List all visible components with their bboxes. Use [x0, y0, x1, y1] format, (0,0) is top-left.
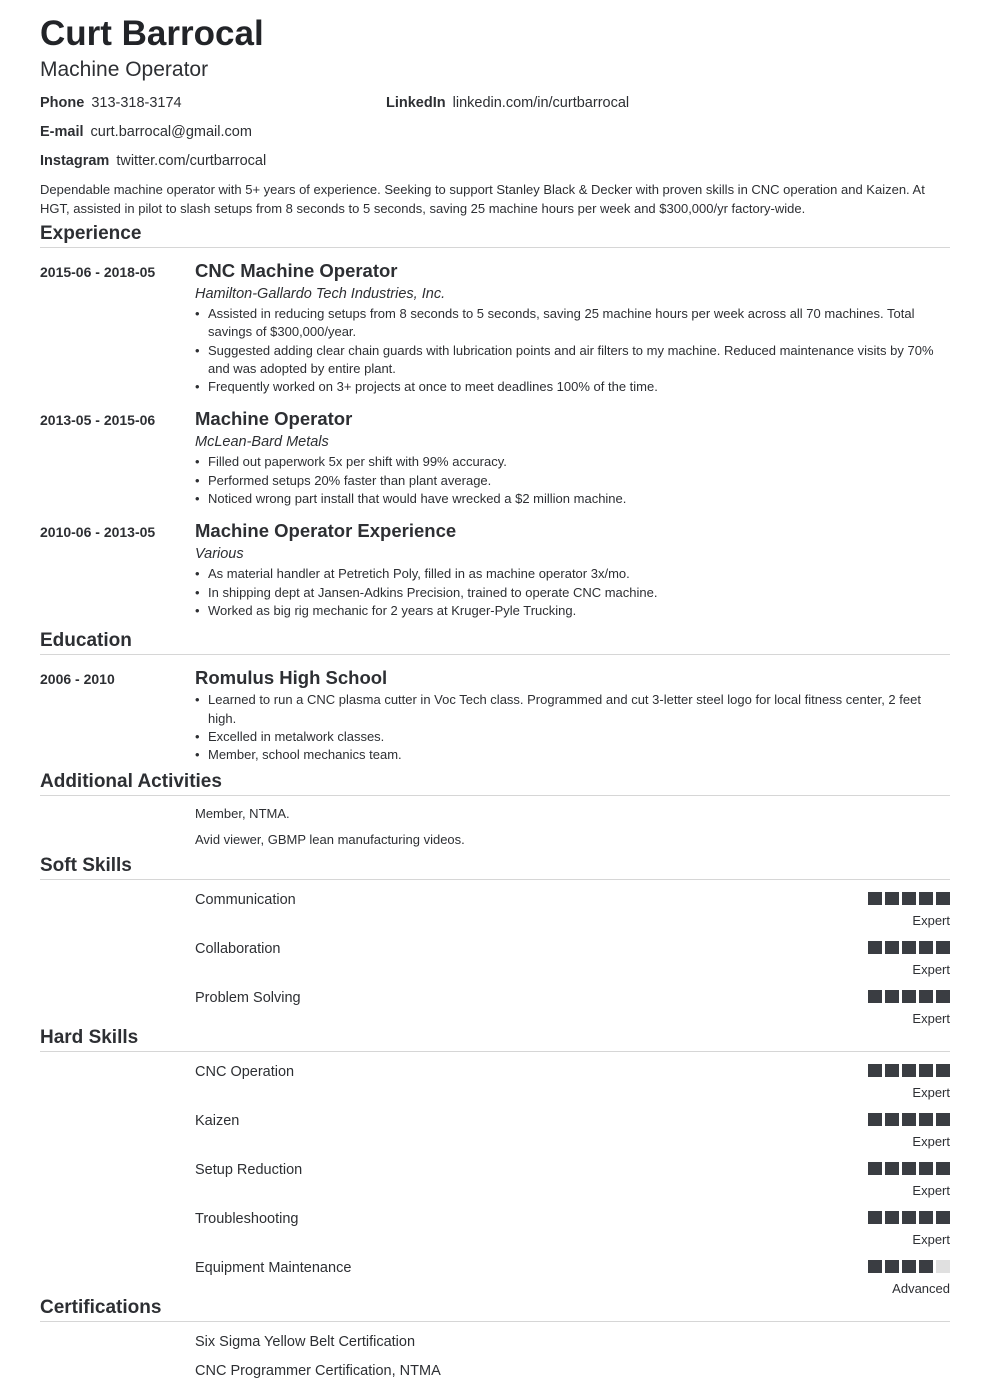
- rating-square-filled: [902, 1162, 916, 1175]
- hard-skills-list: [40, 1052, 950, 1297]
- bullet-item: • Noticed wrong part install that would have wrecked a $2 million machine.: [195, 490, 950, 508]
- rating-square-filled: [936, 1064, 950, 1077]
- skill-name: Problem Solving: [195, 990, 301, 1007]
- bullet-item: • Filled out paperwork 5x per shift with 99% accuracy.: [195, 453, 950, 471]
- section-education: Education: [40, 629, 950, 655]
- skill-name: CNC Operation: [195, 1064, 295, 1081]
- rating-square-filled: [868, 1162, 882, 1175]
- rating-square-filled: [936, 1162, 950, 1175]
- rating-square-filled: [885, 990, 899, 1003]
- contact-label: E-mail: [40, 124, 84, 140]
- section-certifications: Certifications: [40, 1296, 950, 1322]
- education-list: [40, 666, 950, 764]
- rating-square-filled: [885, 1162, 899, 1175]
- rating-square-filled: [885, 1113, 899, 1126]
- skill-rating: [865, 1162, 950, 1199]
- rating-square-filled: [919, 1113, 933, 1126]
- section-soft-skills: Soft Skills: [40, 854, 950, 880]
- contact-label: LinkedIn: [386, 95, 446, 111]
- skill-level: Expert: [912, 1183, 950, 1199]
- rating-square-filled: [936, 990, 950, 1003]
- contact-item: [40, 94, 386, 113]
- summary: Dependable machine operator with 5+ years of experience. Seeking to support Stanley Black & Decker with proven skills in CNC operation and Kaizen. At HGT, assisted in pilot to slash setups from 8 seconds to 5 seconds, saving 25 machine hours per week and $300,000/yr factory-wide.: [40, 182, 925, 216]
- entry-body: [195, 259, 950, 396]
- rating-square-filled: [868, 892, 882, 905]
- rating-square-filled: [885, 1211, 899, 1224]
- rating-square-filled: [868, 1064, 882, 1077]
- skill-row: [40, 880, 950, 929]
- skill-rating: [865, 1260, 950, 1297]
- entry-dates: 2015-06 - 2018-05: [40, 264, 156, 280]
- contact-info: [40, 94, 950, 171]
- soft-skills-list: [40, 880, 950, 1027]
- entry-title: Machine Operator Experience: [195, 520, 457, 542]
- entry-bullets: [195, 453, 950, 508]
- bullet-item: • Performed setups 20% faster than plant average.: [195, 472, 950, 490]
- experience-entry: [40, 407, 950, 508]
- rating-square-filled: [902, 1260, 916, 1273]
- rating-square-filled: [868, 990, 882, 1003]
- skill-level: Advanced: [892, 1281, 950, 1297]
- rating-square-filled: [902, 892, 916, 905]
- rating-square-filled: [868, 1260, 882, 1273]
- entry-bullets: [195, 305, 950, 396]
- contact-label: Phone: [40, 95, 85, 111]
- section-hard-skills: Hard Skills: [40, 1026, 950, 1052]
- skill-row: [40, 1248, 950, 1297]
- bullet-item: • As material handler at Petretich Poly, filled in as machine operator 3x/mo.: [195, 565, 950, 583]
- entry-organization: McLean-Bard Metals: [195, 434, 329, 451]
- rating-square-filled: [936, 892, 950, 905]
- section-experience: Experience: [40, 222, 950, 248]
- rating-square-filled: [936, 941, 950, 954]
- contact-item: [40, 152, 386, 171]
- activity-item: Member, NTMA.: [195, 806, 290, 822]
- rating-square-filled: [885, 1260, 899, 1273]
- entry-bullets: [195, 691, 950, 764]
- rating-square-filled: [902, 990, 916, 1003]
- experience-entry: [40, 519, 950, 620]
- entry-organization: Various: [195, 546, 244, 563]
- entry-title: Machine Operator: [195, 408, 353, 430]
- rating-square-filled: [919, 1162, 933, 1175]
- skill-name: Kaizen: [195, 1113, 240, 1130]
- skill-name: Equipment Maintenance: [195, 1260, 352, 1277]
- skill-row: [40, 1199, 950, 1248]
- entry-body: [195, 666, 950, 764]
- section-activities: Additional Activities: [40, 770, 950, 796]
- skill-name: Communication: [195, 892, 296, 909]
- bullet-item: • Member, school mechanics team.: [195, 746, 950, 764]
- rating-square-filled: [868, 1211, 882, 1224]
- rating-square-filled: [919, 1211, 933, 1224]
- rating-square-filled: [919, 990, 933, 1003]
- entry-body: [195, 519, 950, 620]
- entry-dates: 2010-06 - 2013-05: [40, 524, 156, 541]
- entry-body: [195, 407, 950, 508]
- skill-level: Expert: [912, 1085, 950, 1101]
- contact-value: 313-318-3174: [91, 95, 182, 111]
- contact-value: twitter.com/curtbarrocal: [116, 153, 267, 169]
- bullet-item: • Excelled in metalwork classes.: [195, 728, 950, 746]
- skill-row: [40, 1052, 950, 1101]
- resume: [40, 14, 950, 1386]
- entry-dates: 2006 - 2010: [40, 671, 115, 688]
- rating-square-filled: [919, 892, 933, 905]
- contact-value: linkedin.com/in/curtbarrocal: [452, 95, 630, 111]
- certification-item: Six Sigma Yellow Belt Certification: [195, 1334, 416, 1351]
- skill-level: Expert: [912, 1134, 950, 1150]
- skill-rating: [865, 1113, 950, 1150]
- activities-list: [40, 805, 950, 848]
- bullet-item: • Worked as big rig mechanic for 2 years at Kruger-Pyle Trucking.: [195, 602, 950, 620]
- skill-level: Expert: [912, 913, 950, 929]
- skill-name: Setup Reduction: [195, 1162, 303, 1179]
- rating-square-filled: [936, 1211, 950, 1224]
- rating-square-filled: [885, 941, 899, 954]
- skill-rating: [865, 941, 950, 978]
- contact-label: Instagram: [40, 153, 110, 169]
- rating-square-filled: [919, 1064, 933, 1077]
- candidate-name: Curt Barrocal: [40, 14, 264, 53]
- skill-name: Troubleshooting: [195, 1211, 299, 1228]
- entry-organization: Hamilton-Gallardo Tech Industries, Inc.: [195, 286, 446, 302]
- experience-entry: [40, 259, 950, 396]
- rating-square-filled: [919, 941, 933, 954]
- activity-item: Avid viewer, GBMP lean manufacturing videos.: [195, 832, 465, 848]
- skill-row: [40, 1101, 950, 1150]
- skill-rating: [865, 892, 950, 929]
- experience-list: [40, 259, 950, 620]
- contact-item: [40, 123, 386, 142]
- education-entry: [40, 666, 950, 764]
- rating-square-filled: [902, 1113, 916, 1126]
- rating-square-empty: [936, 1260, 950, 1273]
- bullet-item: • Assisted in reducing setups from 8 seconds to 5 seconds, saving 25 machine hours per week across all 70 machines. Total savings of $300,000/year.: [195, 305, 950, 342]
- entry-title: Romulus High School: [195, 667, 388, 689]
- rating-square-filled: [902, 1211, 916, 1224]
- skill-row: [40, 978, 950, 1027]
- entry-title: CNC Machine Operator: [195, 260, 398, 281]
- bullet-item: • In shipping dept at Jansen-Adkins Precision, trained to operate CNC machine.: [195, 584, 950, 602]
- contact-item: [386, 94, 950, 113]
- bullet-item: • Suggested adding clear chain guards with lubrication points and air filters to my machine. Reduced maintenance visits by 70% and was adopted by entire plant.: [195, 342, 950, 379]
- skill-level: Expert: [912, 1232, 950, 1248]
- contact-item: [386, 123, 950, 142]
- entry-bullets: [195, 565, 950, 620]
- skill-row: [40, 1150, 950, 1199]
- rating-square-filled: [936, 1113, 950, 1126]
- bullet-item: • Learned to run a CNC plasma cutter in Voc Tech class. Programmed and cut 3-letter steel logo for local fitness center, 2 feet high.: [195, 691, 950, 728]
- rating-square-filled: [919, 1260, 933, 1273]
- entry-dates: 2013-05 - 2015-06: [40, 412, 156, 429]
- skill-name: Collaboration: [195, 941, 281, 958]
- rating-square-filled: [902, 1064, 916, 1077]
- rating-square-filled: [868, 1113, 882, 1126]
- skill-level: Expert: [912, 1011, 950, 1027]
- rating-square-filled: [868, 941, 882, 954]
- skill-rating: [865, 1064, 950, 1101]
- skill-row: [40, 929, 950, 978]
- certification-item: CNC Programmer Certification, NTMA: [195, 1363, 441, 1380]
- rating-square-filled: [885, 1064, 899, 1077]
- job-title: Machine Operator: [40, 58, 209, 81]
- contact-value: curt.barrocal@gmail.com: [90, 124, 252, 140]
- rating-square-filled: [902, 941, 916, 954]
- skill-rating: [865, 990, 950, 1027]
- skill-rating: [865, 1211, 950, 1248]
- bullet-item: • Frequently worked on 3+ projects at once to meet deadlines 100% of the time.: [195, 378, 950, 396]
- skill-level: Expert: [912, 962, 950, 978]
- rating-square-filled: [885, 892, 899, 905]
- certifications-list: [40, 1328, 950, 1386]
